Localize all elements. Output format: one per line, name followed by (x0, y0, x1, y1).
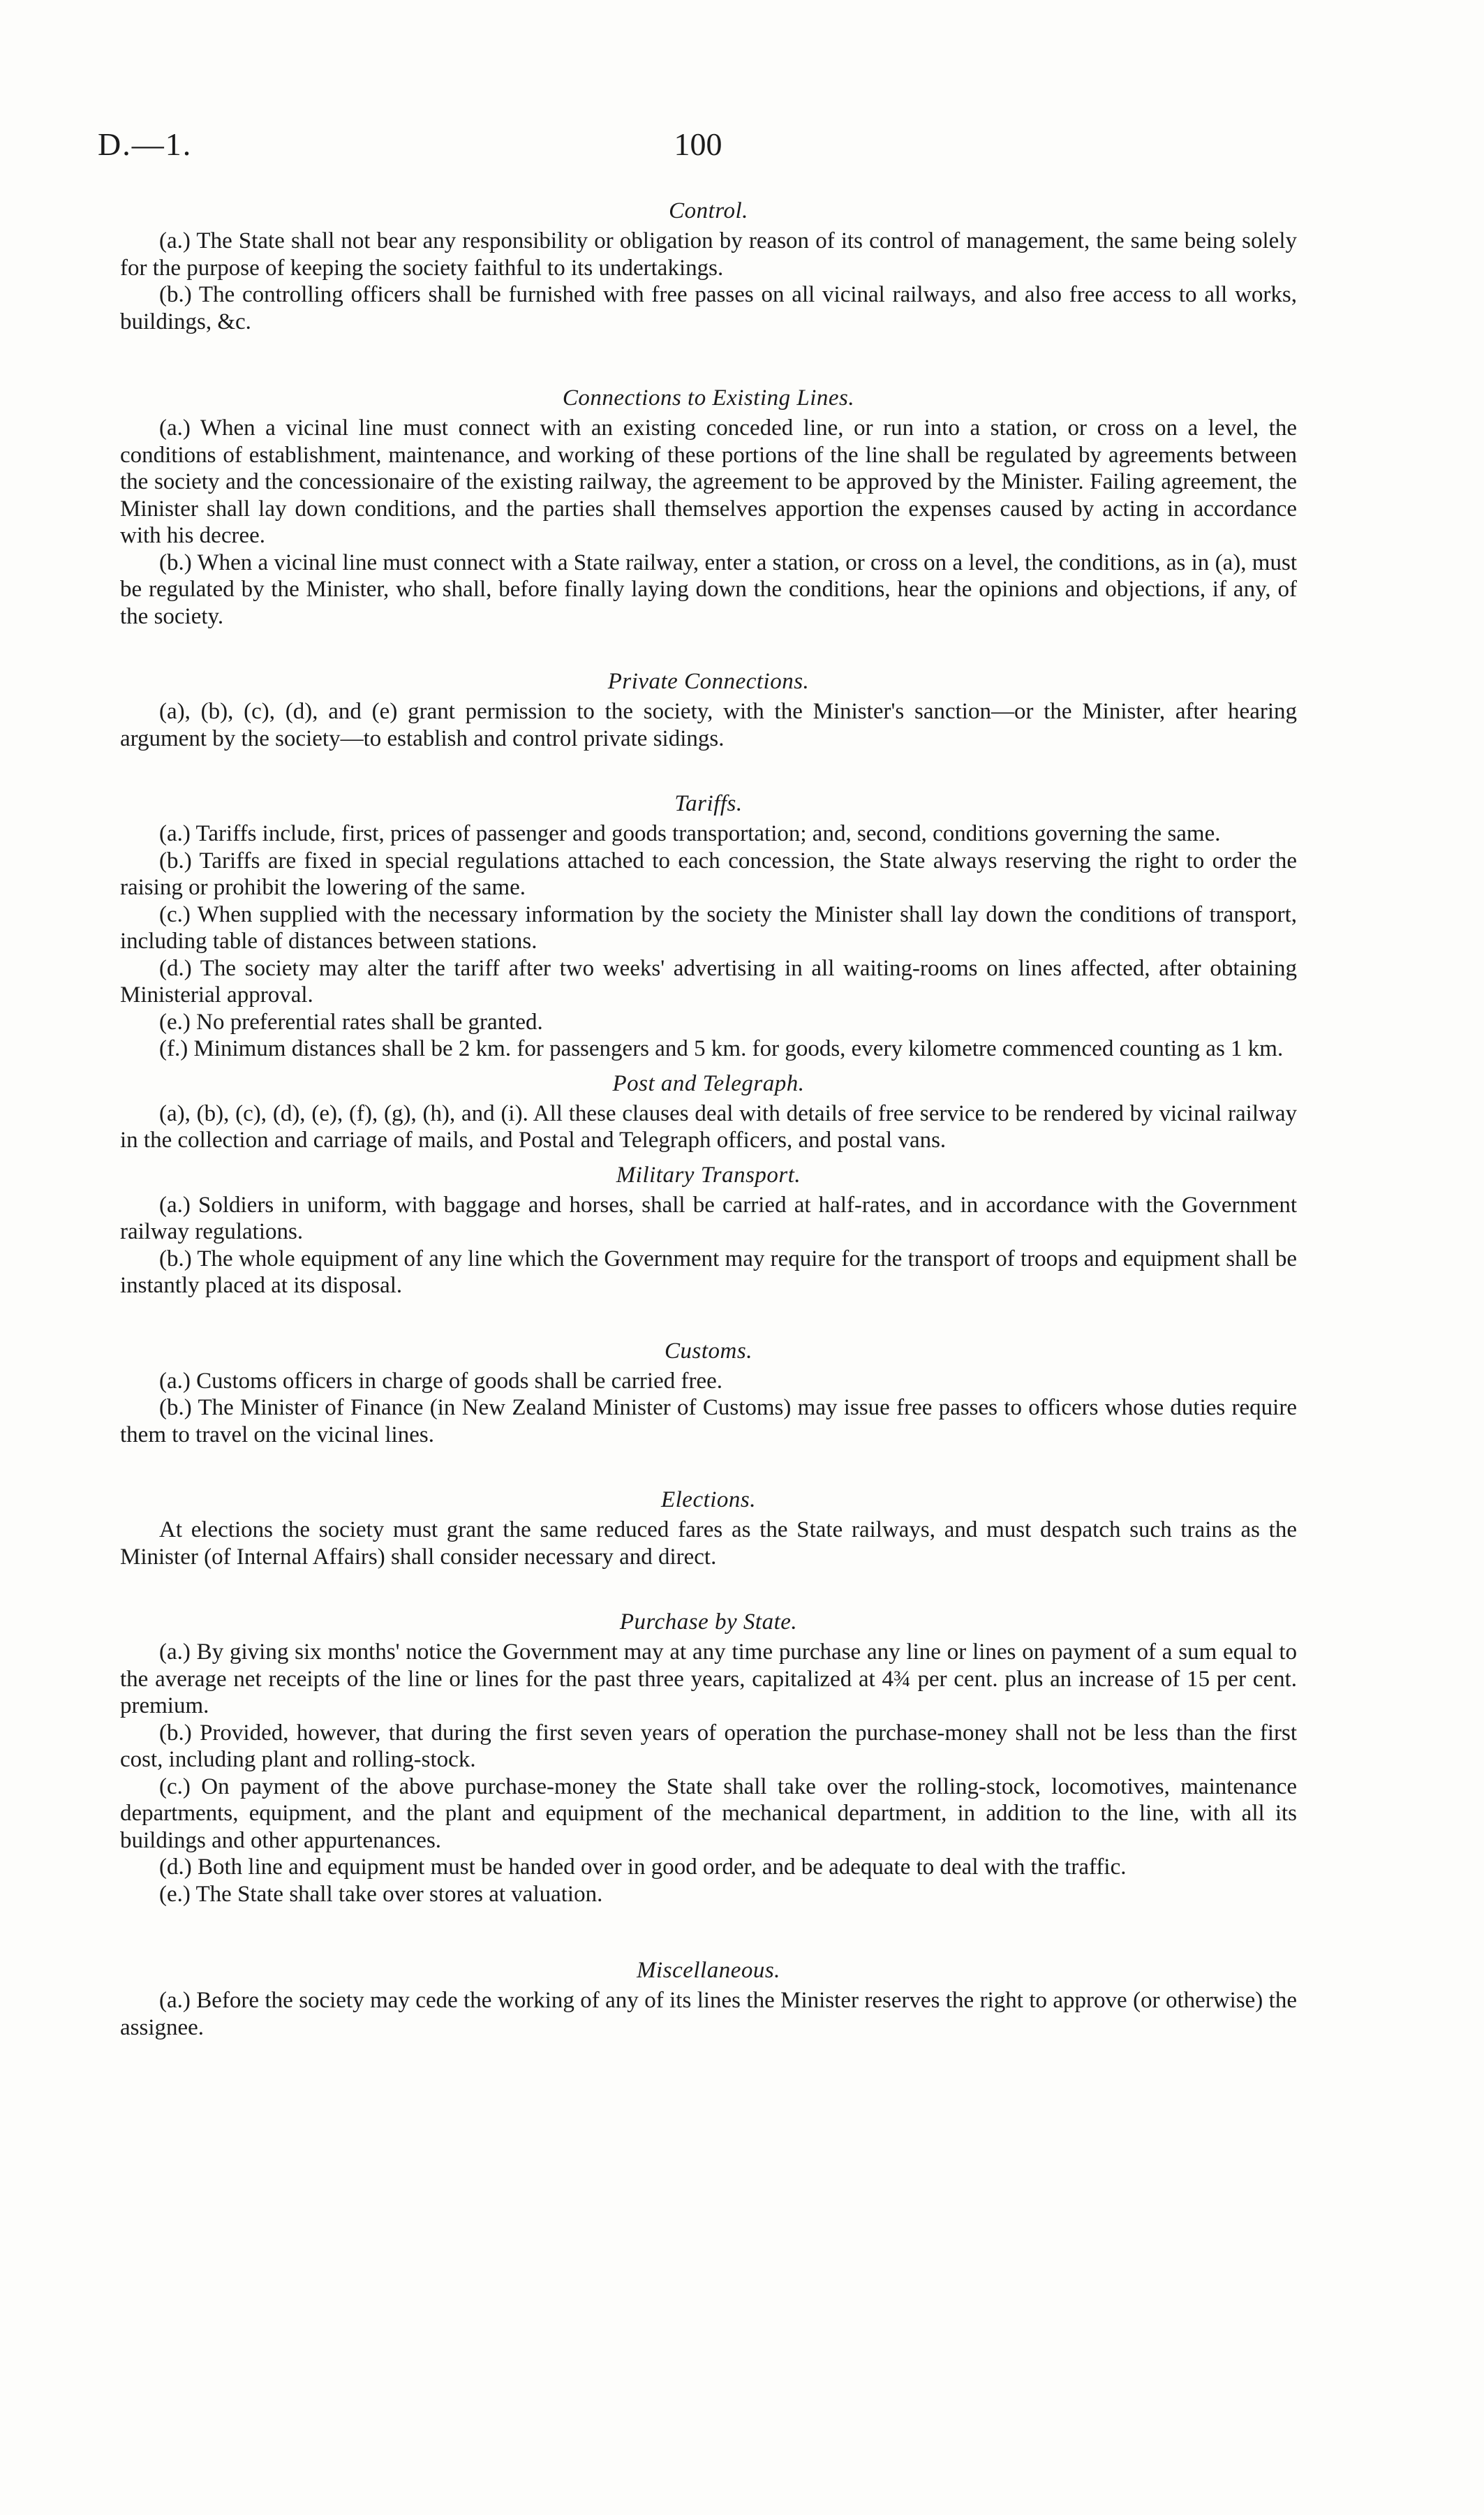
section-heading: Elections. (660, 1487, 757, 1512)
section-heading: Post and Telegraph. (612, 1070, 805, 1096)
section-heading: Customs. (665, 1338, 752, 1364)
section-heading: Private Connections. (607, 669, 810, 694)
paragraph: (d.) The society may alter the tariff after two weeks' advertising in all waiting-rooms on lines affected, after obtaining Ministerial approval. (120, 955, 1297, 1008)
paragraph: (a), (b), (c), (d), (e), (f), (g), (h), and (i). All these clauses deal with details of free service to be rendered by vicinal railway in the collection and carriage of mails, and Postal and Telegraph officers, and postal vans. (120, 1100, 1297, 1153)
page-header (0, 126, 1484, 175)
paragraph: (b.) Provided, however, that during the first seven years of operation the purchase-money shall not be less than the first cost, including plant and rolling-stock. (120, 1720, 1297, 1772)
paragraph: (b.) The Minister of Finance (in New Zealand Minister of Customs) may issue free passes to officers whose duties require them to travel on the vicinal lines. (120, 1395, 1297, 1447)
paragraph: (a.) When a vicinal line must connect with an existing conceded line, or run into a station, or cross on a level, the conditions of establishment, maintenance, and working of these portions of the line shall be regulated by agreements between the society and the concessionaire of the existing railway, the agreement to be approved by the Minister. Failing agreement, the Minister shall lay down conditions, and the parties shall themselves apportion the expenses caused by acting in accordance with his decree. (120, 415, 1297, 548)
section-connections-existing-lines (120, 384, 1297, 630)
section-customs (120, 1337, 1297, 1449)
paragraph: (a.) Customs officers in charge of goods shall be carried free. (159, 1368, 723, 1394)
paragraph: (a.) Before the society may cede the working of any of its lines the Minister reserves the right to approve (or otherwise) the assignee. (120, 1988, 1297, 2040)
section-military-transport (120, 1161, 1297, 1299)
paragraph: (c.) On payment of the above purchase-money the State shall take over the rolling-stock, locomotives, maintenance departments, equipment, and the plant and equipment of the mechanical department, in addition to the line, with all its buildings and other appurtenances. (120, 1773, 1297, 1853)
section-post-telegraph (120, 1070, 1297, 1154)
paragraph: (a.) The State shall not bear any responsibility or obligation by reason of its control of management, the same being solely for the purpose of keeping the society faithful to its undertakings. (120, 228, 1297, 281)
section-private-connections (120, 668, 1297, 752)
section-miscellaneous (120, 1956, 1297, 2041)
document-body (120, 197, 1297, 2041)
section-control (120, 197, 1297, 335)
section-heading: Military Transport. (616, 1162, 801, 1188)
section-elections (120, 1486, 1297, 1570)
paragraph: (b.) The controlling officers shall be furnished with free passes on all vicinal railways, and also free access to all works, buildings, &c. (120, 282, 1297, 334)
paragraph: (a.) By giving six months' notice the Government may at any time purchase any line or lines on payment of a sum equal to the average net receipts of the line or lines for the past three years, capitalized at 4¾ per cent. plus an increase of 15 per cent. premium. (120, 1639, 1297, 1718)
paragraph: (c.) When supplied with the necessary information by the society the Minister shall lay down the conditions of transport, including table of distances between stations. (120, 901, 1297, 954)
section-heading: Miscellaneous. (637, 1958, 780, 1983)
section-heading: Control. (669, 198, 748, 223)
paragraph: (e.) The State shall take over stores at valuation. (159, 1881, 603, 1907)
paragraph: (e.) No preferential rates shall be granted. (159, 1009, 543, 1035)
paragraph: (a), (b), (c), (d), and (e) grant permission to the society, with the Minister's sanction—or the Minister, after hearing argument by the society—to establish and control private sidings. (120, 699, 1297, 751)
paragraph: (f.) Minimum distances shall be 2 km. for passengers and 5 km. for goods, every kilometre commenced counting as 1 km. (159, 1036, 1284, 1061)
paragraph: (d.) Both line and equipment must be handed over in good order, and be adequate to deal with the traffic. (159, 1854, 1127, 1880)
section-tariffs (120, 790, 1297, 1063)
section-purchase-by-state (120, 1608, 1297, 1908)
section-heading: Connections to Existing Lines. (562, 385, 855, 411)
paragraph: (b.) The whole equipment of any line which the Government may require for the transport of troops and equipment shall be instantly placed at its disposal. (120, 1246, 1297, 1298)
paragraph: (a.) Soldiers in uniform, with baggage and horses, shall be carried at half-rates, and in accordance with the Government railway regulations. (120, 1192, 1297, 1244)
paragraph: (b.) Tariffs are fixed in special regulations attached to each concession, the State always reserving the right to order the raising or prohibit the lowering of the same. (120, 848, 1297, 900)
section-heading: Tariffs. (674, 791, 743, 816)
paragraph: At elections the society must grant the same reduced fares as the State railways, and must despatch such trains as the Minister (of Internal Affairs) shall consider necessary and direct. (120, 1517, 1297, 1570)
document-reference: D.—1. (98, 126, 193, 162)
paragraph: (b.) When a vicinal line must connect with a State railway, enter a station, or cross on a level, the conditions, as in (a), must be regulated by the Minister, who shall, before finally laying down the conditions, hear the opinions and objections, if any, of the society. (120, 550, 1297, 629)
page-number: 100 (674, 126, 722, 162)
section-heading: Purchase by State. (619, 1609, 798, 1635)
paragraph: (a.) Tariffs include, first, prices of passenger and goods transportation; and, second, conditions governing the same. (159, 821, 1221, 846)
